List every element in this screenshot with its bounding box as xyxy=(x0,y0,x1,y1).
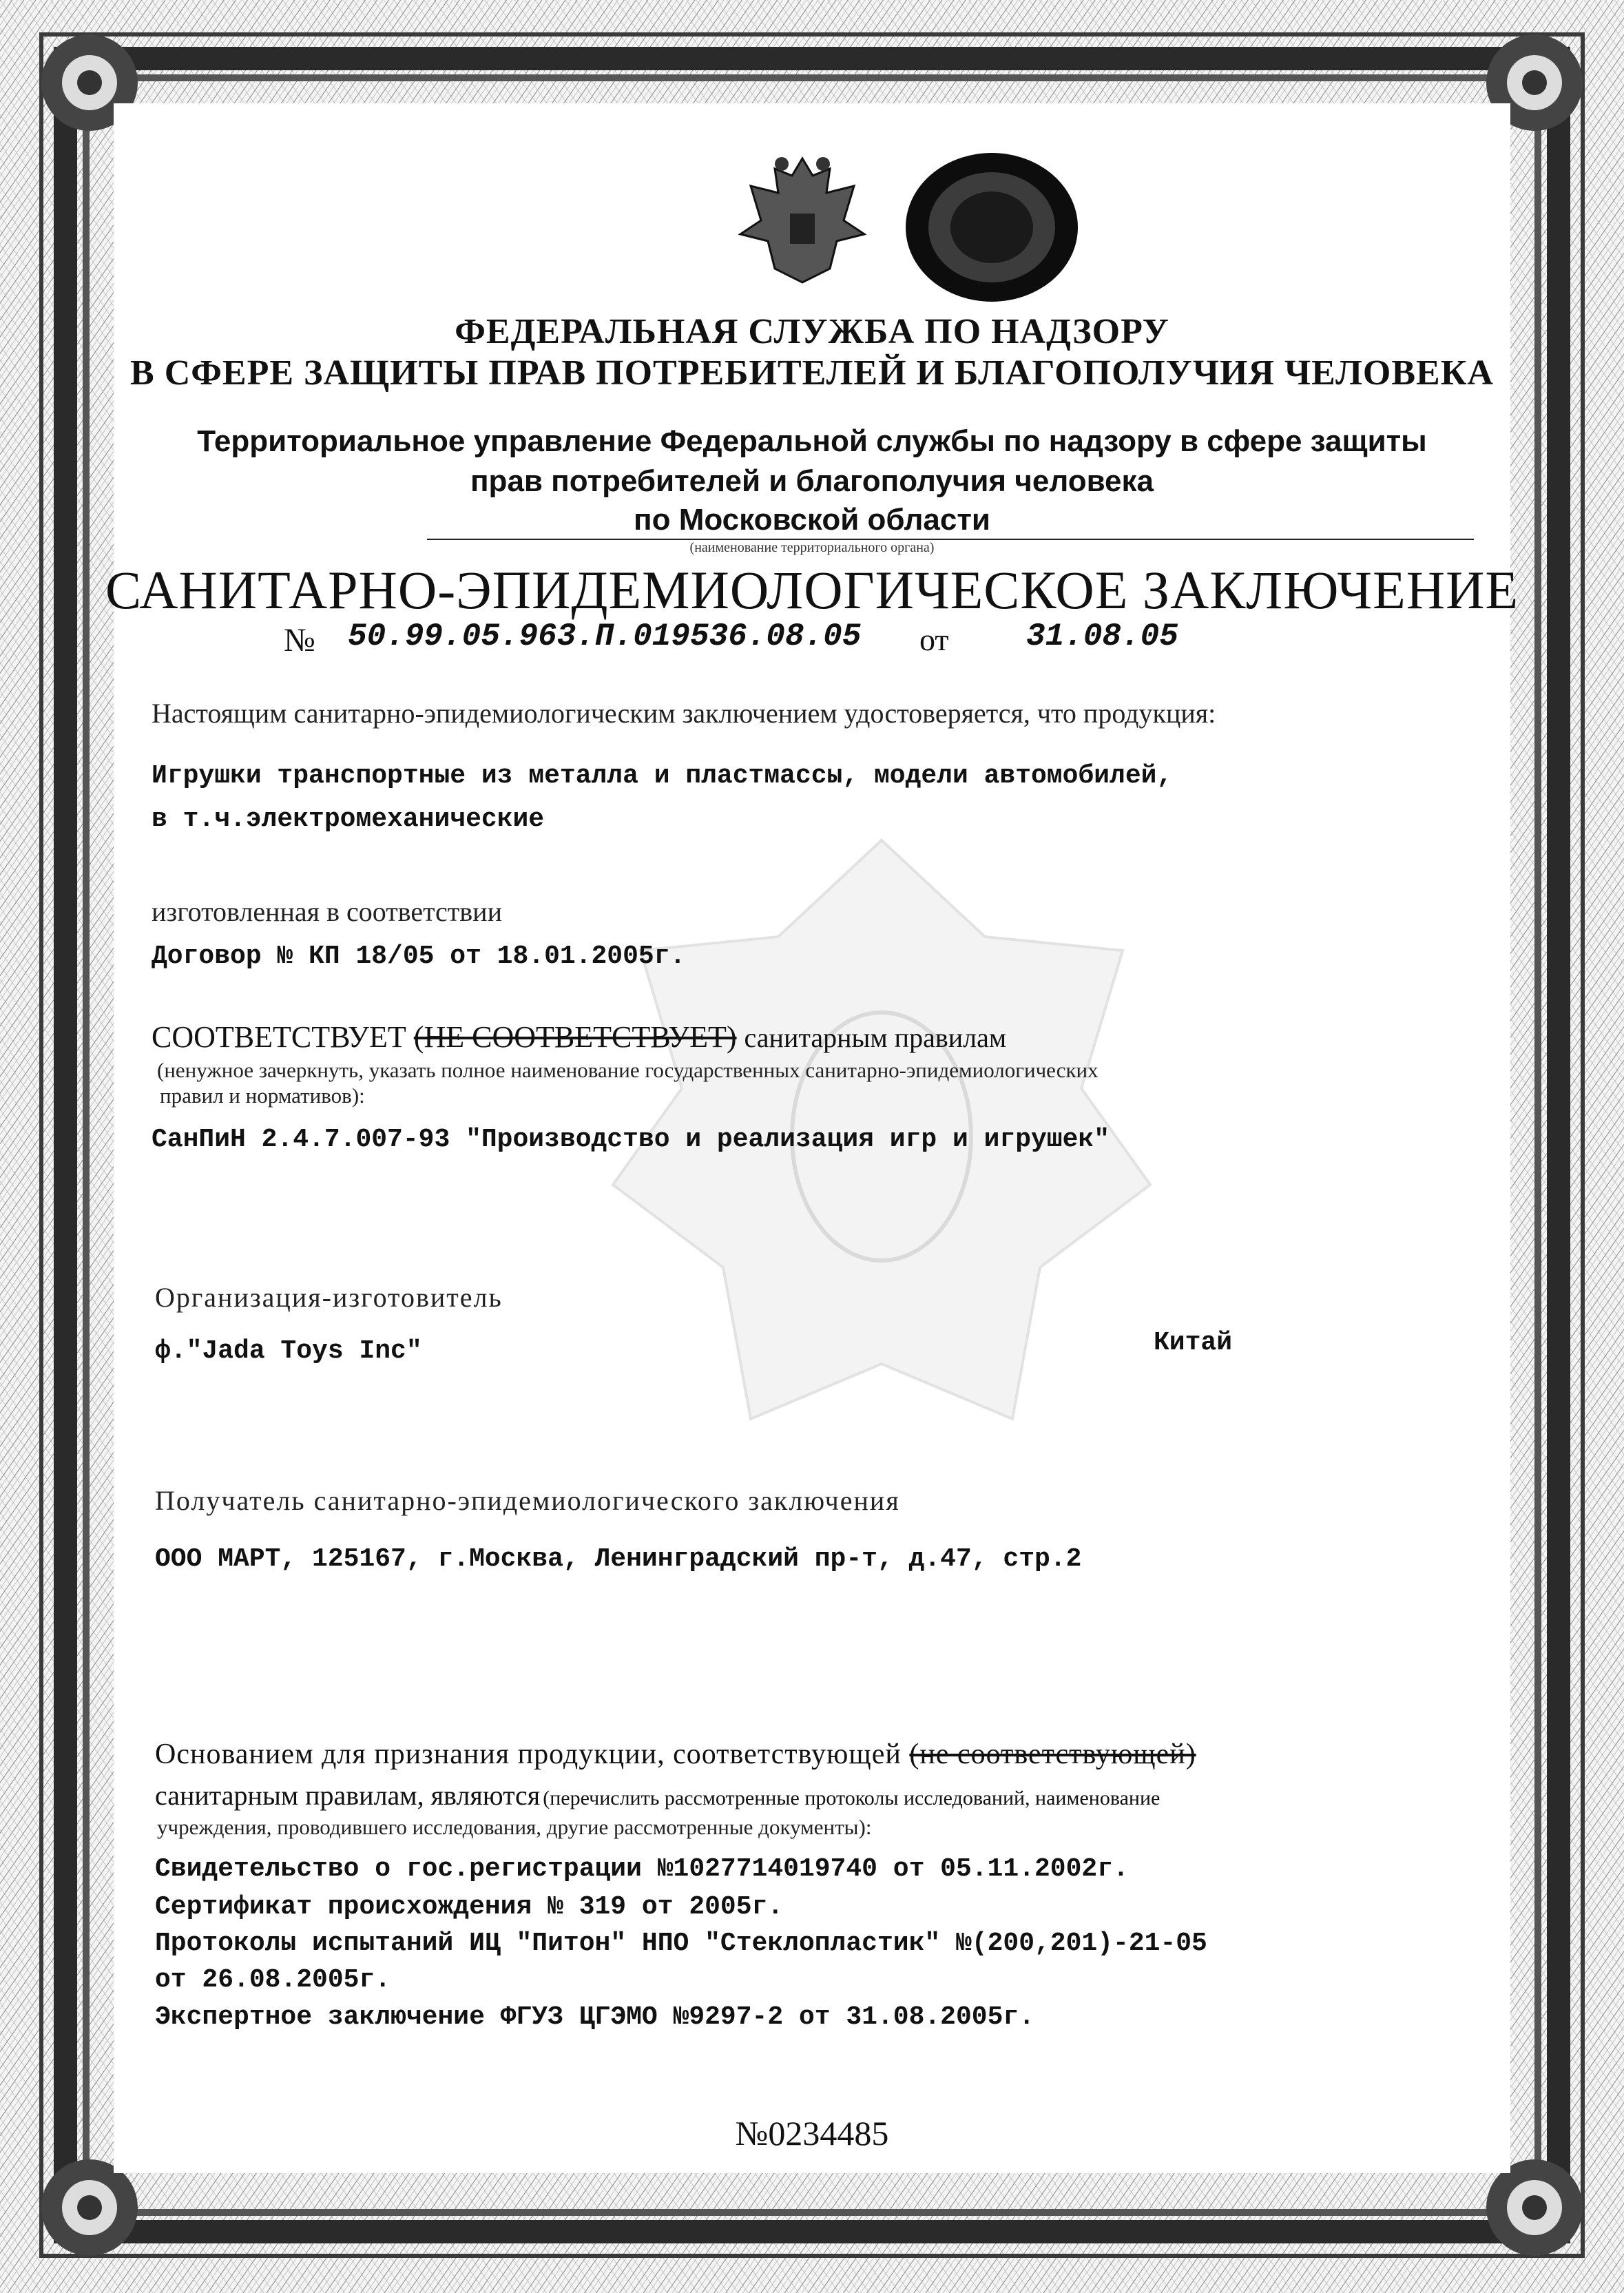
grounds-line2-start: санитарным правилам, являются xyxy=(155,1780,541,1811)
grounds-item: Свидетельство о гос.регистрации №1027714019740 от 05.11.2002г. xyxy=(155,1854,1129,1884)
compliance-note-line1: (ненужное зачеркнуть, указать полное наименование государственных санитарно-эпидемиологических xyxy=(157,1058,1099,1082)
territorial-line1: Территориальное управление Федеральной службы по надзору в сфере защиты xyxy=(197,424,1427,458)
coat-of-arms-icon xyxy=(727,145,878,296)
compliance-rules: СанПиН 2.4.7.007-93 "Производство и реализация игр и игрушек" xyxy=(152,1125,1110,1154)
grounds-label-start: Основанием для признания продукции, соответствующей xyxy=(155,1739,902,1770)
grounds-line2 xyxy=(155,1779,1160,1812)
certifies-label: Настоящим санитарно-эпидемиологическим заключением удостоверяется, что продукция: xyxy=(152,698,1216,729)
compliance-status: СООТВЕТСТВУЕТ xyxy=(152,1020,406,1054)
service-name-line2: В СФЕРЕ ЗАЩИТЫ ПРАВ ПОТРЕБИТЕЛЕЙ И БЛАГОПОЛУЧИЯ ЧЕЛОВЕКА xyxy=(130,353,1494,393)
compliance-rest: санитарным правилам xyxy=(744,1022,1007,1053)
manufacturer-label: Организация-изготовитель xyxy=(155,1282,503,1313)
grounds-line1 xyxy=(155,1738,1196,1771)
grounds-item: от 26.08.2005г. xyxy=(155,1965,391,1995)
territorial-caption: (наименование территориального органа) xyxy=(689,540,935,555)
service-seal-icon xyxy=(902,150,1081,305)
manufacturer-country: Китай xyxy=(1154,1328,1233,1358)
grounds-item: Сертификат происхождения № 319 от 2005г. xyxy=(155,1892,784,1922)
grounds-label-struck: (не соответствующей) xyxy=(909,1739,1196,1770)
number-prefix: № xyxy=(284,622,315,658)
grounds-item: Протоколы испытаний ИЦ "Питон" НПО "Стеклопластик" №(200,201)-21-05 xyxy=(155,1929,1207,1958)
grounds-line2-note: (перечислить рассмотренные протоколы исследований, наименование xyxy=(543,1787,1160,1809)
date-prefix: от xyxy=(919,622,949,657)
compliance-struck: (НЕ СООТВЕТСТВУЕТ) xyxy=(413,1020,737,1054)
recipient-value: ООО МАРТ, 125167, г.Москва, Ленинградский пр-т, д.47, стр.2 xyxy=(155,1544,1082,1574)
territorial-line2: прав потребителей и благополучия человека xyxy=(470,464,1154,498)
form-number: №0234485 xyxy=(735,2114,889,2152)
grounds-line3-note: учреждения, проводившего исследования, другие рассмотренные документы): xyxy=(157,1815,872,1839)
service-name-line1: ФЕДЕРАЛЬНАЯ СЛУЖБА ПО НАДЗОРУ xyxy=(455,312,1169,351)
territorial-line3: по Московской области xyxy=(634,503,990,537)
document-number: 50.99.05.963.П.019536.08.05 xyxy=(348,619,862,654)
manufactured-label: изготовленная в соответствии xyxy=(152,896,502,927)
manufactured-value: Договор № КП 18/05 от 18.01.2005г. xyxy=(152,942,686,971)
manufacturer-name: ф."Jada Toys Inc" xyxy=(155,1336,422,1366)
document-date: 31.08.05 xyxy=(1026,619,1178,654)
compliance-note-line2: правил и нормативов): xyxy=(160,1083,365,1108)
document-title: САНИТАРНО-ЭПИДЕМИОЛОГИЧЕСКОЕ ЗАКЛЮЧЕНИЕ xyxy=(105,560,1519,620)
compliance-line xyxy=(152,1019,1006,1055)
grounds-item: Экспертное заключение ФГУЗ ЦГЭМО №9297-2 от 31.08.2005г. xyxy=(155,2002,1035,2032)
product-line2: в т.ч.электромеханические xyxy=(152,805,545,834)
recipient-label: Получатель санитарно-эпидемиологического заключения xyxy=(155,1485,900,1516)
product-line1: Игрушки транспортные из металла и пластмассы, модели автомобилей, xyxy=(152,761,1173,791)
